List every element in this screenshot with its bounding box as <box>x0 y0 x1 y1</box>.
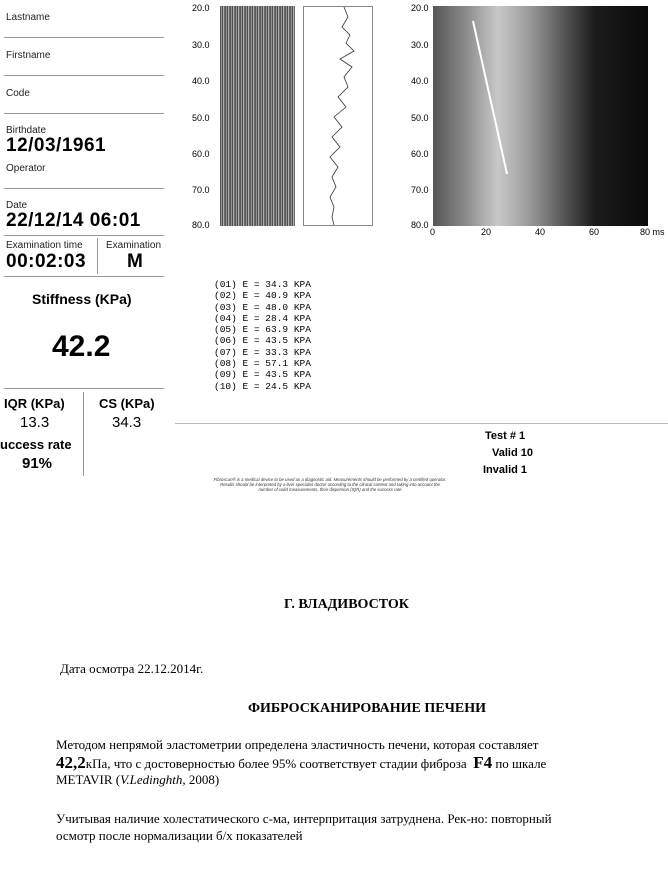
depth-tick: 40.0 <box>192 76 210 86</box>
depth-tick: 20.0 <box>192 3 210 13</box>
code-label: Code <box>6 88 30 99</box>
city-heading: Г. ВЛАДИВОСТОК <box>284 597 409 612</box>
depth-tick: 80.0 <box>411 220 429 230</box>
time-tick: 20 <box>481 227 492 237</box>
time-tick: 0 <box>430 227 436 237</box>
success-rate-value: 91% <box>22 455 53 472</box>
stiffness-label: Stiffness (KPa) <box>32 291 132 307</box>
measurement-item: (10) E = 24.5 KPA <box>214 380 311 392</box>
depth-tick: 20.0 <box>411 3 429 13</box>
divider <box>175 423 668 424</box>
a-mode-box <box>303 6 373 226</box>
cs-label: CS (KPa) <box>99 396 155 411</box>
firstname-label: Firstname <box>6 50 51 61</box>
disclaimer <box>180 477 480 493</box>
depth-tick: 60.0 <box>192 149 210 159</box>
divider <box>4 388 164 389</box>
invalid-count: Invalid 1 <box>483 464 528 476</box>
fibrosis-stage: F4 <box>473 753 493 772</box>
success-rate-label: uccess rate <box>0 437 72 452</box>
depth-tick: 60.0 <box>411 149 429 159</box>
paragraph-line: 42,2кПа, что с достоверностью более 95% соответствует стадии фиброза F4 по шкале <box>56 753 547 772</box>
divider <box>4 37 164 38</box>
divider <box>97 238 98 274</box>
divider <box>83 392 84 476</box>
exam-time-value: 00:02:03 <box>6 251 87 272</box>
depth-tick: 50.0 <box>411 113 429 123</box>
date-label: Date <box>6 200 28 211</box>
depth-tick: 70.0 <box>192 185 210 195</box>
citation: V.Ledinghth <box>120 772 183 787</box>
time-tick: 40 <box>535 227 546 237</box>
operator-label: Operator <box>6 163 46 174</box>
measurement-item: (03) E = 48.0 KPA <box>214 301 311 313</box>
birthdate-label: Birthdate <box>6 125 47 136</box>
divider <box>4 276 164 277</box>
paragraph-line: METAVIR (V.Ledinghth, 2008) <box>56 772 220 787</box>
iqr-value: 13.3 <box>20 414 50 431</box>
valid-count: Valid 10 <box>492 447 533 459</box>
conclusion-paragraph <box>56 736 656 789</box>
divider <box>4 188 164 189</box>
depth-tick: 30.0 <box>192 40 210 50</box>
exam-date-line: Дата осмотра 22.12.2014г. <box>60 661 204 676</box>
measurement-item: (08) E = 57.1 KPA <box>214 358 311 370</box>
depth-tick: 40.0 <box>411 76 429 86</box>
iqr-label: IQR (KPa) <box>4 396 65 411</box>
depth-tick: 30.0 <box>411 40 429 50</box>
cs-value: 34.3 <box>112 414 142 431</box>
measurement-list <box>214 279 311 392</box>
test-number: Test # 1 <box>485 430 526 442</box>
disclaimer-line: Results should be interpreted by a liver specialist doctor according to the clinical context and taking into account the <box>220 482 440 488</box>
exam-time-label: Examination time <box>6 240 83 251</box>
depth-tick: 70.0 <box>411 185 429 195</box>
measurement-item: (04) E = 28.4 KPA <box>214 312 311 324</box>
measurement-item: (02) E = 40.9 KPA <box>214 290 311 302</box>
measurement-item: (05) E = 63.9 KPA <box>214 324 311 336</box>
disclaimer-line: Fibroscan® is a medical device to be used as a diagnostic aid. Measurements should be performed by a certified operator. <box>213 477 447 482</box>
paragraph-line: осмотр после нормализации б/х показателей <box>56 828 303 843</box>
birthdate-value: 12/03/1961 <box>6 135 107 156</box>
m-mode-image <box>220 6 295 226</box>
depth-tick: 50.0 <box>192 113 210 123</box>
exam-type-value: M <box>127 251 144 272</box>
recommendation-paragraph <box>56 810 666 844</box>
measurement-item: (01) E = 34.3 KPA <box>214 279 311 290</box>
report-heading: ФИБРОСКАНИРОВАНИЕ ПЕЧЕНИ <box>248 701 487 716</box>
paragraph-line: Учитывая наличие холестатического с-ма, интерпритация затруднена. Рек-но: повторный <box>56 811 552 826</box>
stiffness-result: 42,2 <box>56 753 86 772</box>
disclaimer-line: number of valid measurements, their dispersion (IQR) and the success rate <box>258 487 402 493</box>
a-mode-trace <box>304 7 372 225</box>
time-tick: 60 <box>589 227 600 237</box>
elasticity-slope-line <box>433 6 648 226</box>
paragraph-line: Методом непрямой эластометрии определена эластичность печени, которая составляет <box>56 737 539 752</box>
lastname-label: Lastname <box>6 12 50 23</box>
divider <box>4 75 164 76</box>
measurement-item: (07) E = 33.3 KPA <box>214 346 311 358</box>
date-value: 22/12/14 06:01 <box>6 210 141 231</box>
measurement-item: (09) E = 43.5 KPA <box>214 369 311 381</box>
stiffness-value: 42.2 <box>52 330 111 363</box>
divider <box>4 235 164 236</box>
depth-tick: 80.0 <box>192 220 210 230</box>
measurement-item: (06) E = 43.5 KPA <box>214 335 311 347</box>
divider <box>4 113 164 114</box>
time-tick: 80 ms <box>640 227 665 237</box>
exam-type-label: Examination <box>106 240 162 251</box>
